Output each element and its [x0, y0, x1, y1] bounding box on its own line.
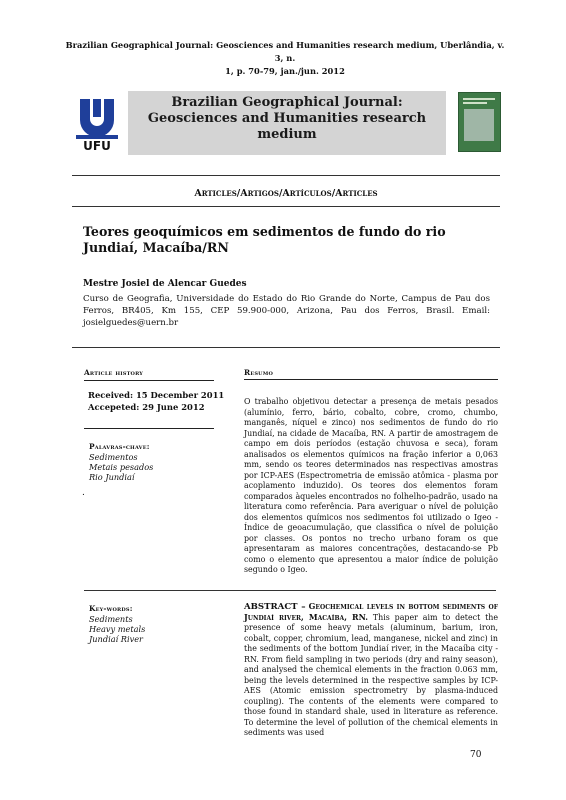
journal-title-line3: medium — [257, 127, 317, 142]
journal-title-line2: Geosciences and Humanities research — [147, 111, 427, 126]
journal-title-line1: Brazilian Geographical Journal: — [171, 95, 403, 110]
divider — [244, 379, 498, 380]
abstract-title: Geochemical levels in bottom sediments of Jundiaí river, Macaíba, RN. — [244, 602, 498, 622]
stray-dot: . — [82, 488, 85, 498]
keyword-item: Sedimentos — [89, 452, 138, 462]
running-header — [60, 39, 510, 78]
running-header-line1: Brazilian Geographical Journal: Geosciences and Humanities research medium, Uberlândia, v. 3, n. — [65, 40, 505, 63]
resumo-text: O trabalho objetivou detectar a presença de metais pesados (alumínio, ferro, bário, cobalto, cobre, cromo, chumbo, manganês, níquel e zinco) nos sedimentos de fundo do rio Jundiaí, na cidade de Macaíba, RN. A partir de amostragem de campo em dois períodos (estação chuvosa e seca), foram analisados os elementos químicos na fração inferior a 0,063 mm, sendo os teores determinados nas respectivas amostras por ICP-AES (Espectrometria de emissão atômica - plasma por acoplamento induzido). Os teores dos elementos foram comparados àqueles encontrados no folhelho-padrão, usado na literatura como referência. Para averiguar o nível de poluição dos elementos químicos nos sedimentos foi utilizado o Igeo - Índice de geoacumulação, que classifica o nível de poluição por classes. Os pontos no trecho urbano foram os que apresentaram as maiores concentrações, destacando-se Pb como o elemento que apresentou a maior índice de poluição segundo o Igeo. — [244, 397, 498, 574]
running-header-line2: 1, p. 70-79, jan./jun. 2012 — [225, 66, 345, 76]
page-number: 70 — [470, 750, 482, 760]
divider — [84, 590, 496, 591]
keyword-item: Heavy metals — [89, 624, 146, 635]
abstract-text: This paper aim to detect the presence of some heavy metals (aluminum, barium, iron, cobalt, copper, chromium, lead, manganese, nickel and zinc) in the sediments of the bottom Jundiaí river, in the Macaíba city -RN. From field sampling in two periods (dry and rainy season), and analysed the chemical elements in the fraction 0.063 mm, being the levels determined in the respective samples by ICP-AES (Atomic emission spectrometry by plasma-induced coupling). The contents of the elements were compared to those found in standard shale, used in literature as reference. To determine the level of pollution of the chemical elements in sediments was used — [244, 612, 499, 737]
keywords-pt-label: Palavras-chave: — [89, 442, 150, 451]
abstract-block — [244, 602, 498, 739]
article-history-label: Article history — [84, 368, 144, 377]
accepted-date: Accepeted: 29 June 2012 — [88, 402, 205, 412]
received-date: Received: 15 December 2011 — [88, 390, 225, 400]
keyword-item: Metais pesados — [89, 462, 154, 473]
article-title: Teores geoquímicos em sedimentos de fundo do rio Jundiaí, Macaíba/RN — [83, 224, 446, 255]
abstract-lead: ABSTRACT – — [244, 602, 306, 612]
divider — [72, 175, 500, 176]
author-affiliation: Curso de Geografia, Universidade do Estado do Rio Grande do Norte, Campus de Pau dos Ferros, BR405, Km 155, CEP 59.900-000, Arizona, Pau dos Ferros, Brasil. Email: josielguedes@uern.br — [83, 294, 490, 328]
keywords-en-list — [89, 614, 145, 645]
divider — [84, 380, 214, 381]
journal-title — [128, 95, 446, 143]
keywords-en-label: Key-words: — [89, 604, 133, 613]
article-history-dates — [88, 389, 224, 413]
resumo-label: Resumo — [244, 368, 274, 377]
keyword-item: Jundiaí River — [89, 634, 143, 645]
keyword-item: Rio Jundiaí — [89, 472, 135, 483]
ufu-logo — [74, 95, 120, 157]
author-name: Mestre Josiel de Alencar Guedes — [83, 279, 247, 289]
journal-cover-thumbnail — [458, 92, 501, 152]
section-label: Articles/Artigos/Artículos/Articles — [194, 188, 378, 199]
ufu-logo-text: UFU — [83, 139, 111, 153]
divider — [72, 347, 500, 348]
keyword-item: Sediments — [89, 614, 133, 624]
keywords-pt-list — [89, 452, 153, 483]
divider — [72, 206, 500, 207]
divider — [84, 428, 214, 429]
